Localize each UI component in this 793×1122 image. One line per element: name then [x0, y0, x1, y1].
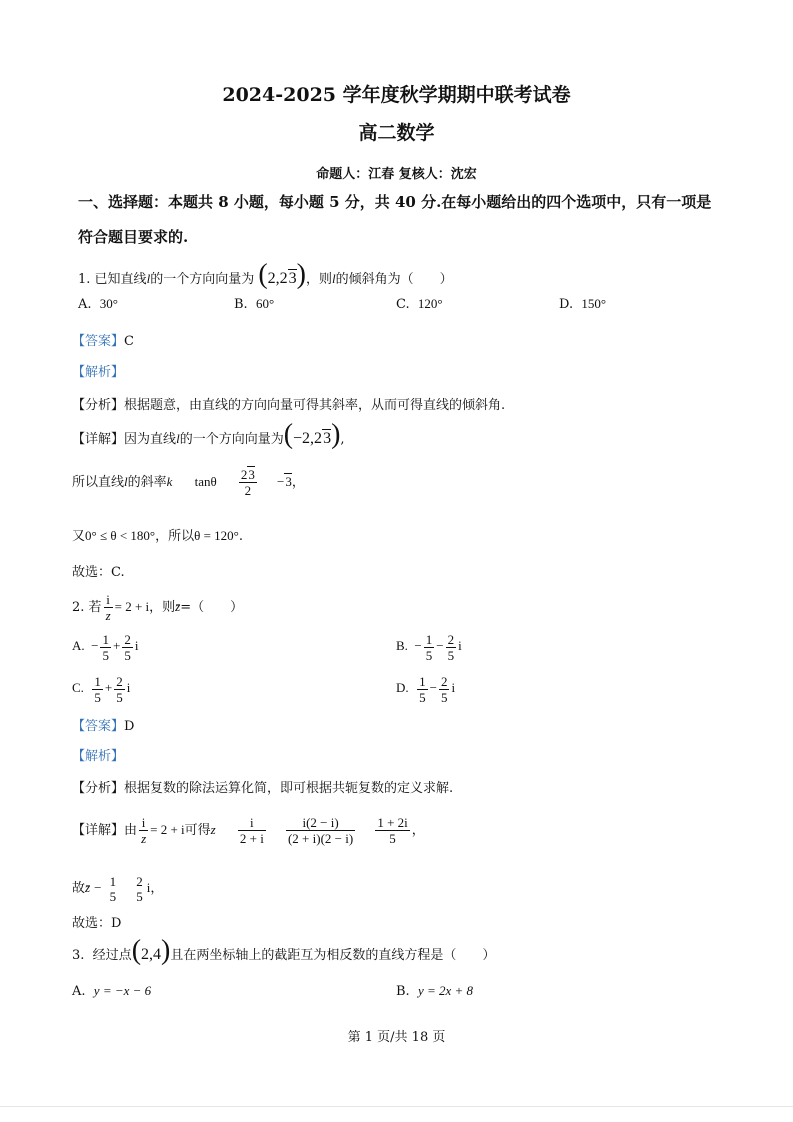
q2-option-d-d1: 5 — [419, 689, 426, 705]
q2-detail-frac0 — [139, 815, 148, 846]
q1-slope-result — [277, 474, 292, 489]
q2-detail-a: 由 — [124, 823, 138, 838]
q1-slope-b: 的斜率 — [127, 475, 167, 490]
q2-option-c-label: C. — [72, 680, 84, 695]
q2-option-d-i: i — [451, 680, 456, 695]
q2-option-a — [72, 630, 138, 663]
q2-result-frac2 — [134, 874, 145, 904]
q1-option-b — [234, 296, 274, 312]
q2-analysis-tag — [72, 745, 124, 764]
q2-option-a-frac2 — [122, 632, 133, 663]
q1-option-b-label: B. — [234, 297, 248, 312]
q1-fenxi-open: 【 — [72, 398, 86, 413]
q2-option-b-op: − — [436, 638, 444, 653]
q2-result-d2: 5 — [136, 888, 143, 904]
q2-option-c-op: + — [104, 680, 113, 695]
q3-number: 3. — [72, 948, 85, 963]
q2-detail-frac2-num: i(2 − i) — [286, 815, 355, 831]
q2-fenxi-text: 根据复数的除法运算化简，即可根据共轭复数的定义求解. — [124, 781, 454, 796]
q2-option-c-frac1 — [92, 674, 103, 705]
q1-slope-a: 所以直线 — [72, 475, 125, 490]
q2-number: 2. — [72, 600, 85, 615]
q2-option-c-i: i — [126, 680, 131, 695]
q1-option-a — [78, 296, 118, 312]
q2-detail-close: 】 — [111, 823, 125, 838]
q1-number: 1. — [78, 272, 91, 287]
q2-option-c — [72, 672, 130, 705]
q2-detail-frac3 — [375, 815, 409, 846]
q1-analysis-tag — [72, 361, 124, 380]
q2-option-b-label: B. — [396, 638, 408, 653]
q1-detail-close: 】 — [111, 432, 125, 447]
q2-option-a-n1: 1 — [102, 631, 109, 647]
q2-option-b-n2: 2 — [447, 631, 455, 647]
q1-tan — [195, 474, 217, 489]
q2-detail-frac2-den: (2 + i)(2 − i) — [287, 831, 354, 846]
q2-result-d1: 5 — [109, 888, 117, 904]
q3-stem — [72, 935, 496, 970]
q1-slope-minus: − — [276, 474, 285, 489]
q2-detail-frac2 — [286, 815, 355, 846]
section1-line1: 一、选择题：本题共 8 小题，每小题 5 分，共 40 分.在每小题给出的四个选项中，只有一项是 — [78, 193, 712, 211]
q2-analysis-word: 解析 — [85, 749, 112, 764]
q1-range-expr: 0° ≤ θ < 180° — [85, 528, 156, 543]
q1-detail-word: 详解 — [85, 432, 112, 447]
q1-vector: ( — [258, 259, 268, 290]
q1-option-b-value: 60° — [255, 296, 275, 311]
q1-detail-open: 【 — [72, 432, 86, 447]
q2-detail-z: z — [210, 822, 216, 837]
q3-option-a — [72, 983, 151, 999]
q1-fenxi-word: 分析 — [85, 398, 112, 413]
q2-text-b: ，则 — [149, 600, 176, 615]
q2-option-d-frac1 — [417, 674, 428, 705]
q1-choose: 故选：C. — [72, 565, 125, 580]
q2-option-d-frac2 — [439, 674, 450, 705]
q3-option-a-label: A. — [72, 984, 86, 999]
q3-option-b-value: y = 2x + 8 — [417, 983, 474, 998]
q2-fenxi — [72, 777, 453, 796]
q1-analysis-open: 【 — [72, 365, 86, 380]
q1-detail-vector — [293, 429, 331, 447]
q1-tan-word: tan — [194, 474, 211, 489]
q1-range-a: 又 — [72, 529, 86, 544]
q2-option-b-n1: 1 — [425, 631, 433, 647]
q2-result-minus: − — [94, 880, 102, 895]
q2-option-b-sign: − — [414, 638, 422, 653]
q1-answer-word: 答案 — [85, 334, 112, 349]
authors-line: 命题人：江春 复核人：沈宏 — [316, 167, 477, 182]
q2-detail-frac3-num: 1 + 2i — [377, 815, 408, 830]
q2-option-a-d2: 5 — [124, 647, 131, 663]
q2-option-c-d1: 5 — [94, 689, 101, 705]
q2-choose: 故选：D — [72, 916, 122, 931]
q2-answer-close: 】 — [111, 719, 125, 734]
q1-slope-fraction — [239, 467, 257, 498]
q1-option-c-label: C. — [396, 297, 410, 312]
page-bottom-divider — [0, 1106, 793, 1107]
q2-option-d-n2: 2 — [440, 673, 448, 689]
q2-option-c-frac2 — [114, 674, 125, 705]
q2-result-frac1 — [108, 874, 119, 904]
q1-option-a-label: A. — [78, 297, 92, 312]
q3-text-b: 且在两坐标轴上的截距互为相反数的直线方程是（ ） — [170, 948, 496, 963]
q2-option-d-label: D. — [396, 680, 409, 695]
exam-title: 2024-2025 学年度秋学期期中联考试卷 — [222, 84, 571, 106]
q1-detail-b: 的一个方向向量为 — [179, 432, 284, 447]
q2-option-a-frac1 — [100, 632, 111, 663]
q1-vector-close: ) — [296, 259, 306, 290]
q1-detail — [72, 419, 345, 454]
q2-result-end: ， — [150, 881, 164, 896]
subject-title: 高二数学 — [358, 122, 435, 144]
page-footer: 第 1 页/共 18 页 — [347, 1030, 446, 1045]
q2-option-b-frac1 — [424, 632, 435, 663]
q1-range-res: θ = 120° — [194, 528, 239, 543]
q2-option-d — [396, 672, 455, 705]
q2-stem-frac-den: z — [105, 608, 111, 623]
q2-detail-frac1-den: 2 + i — [239, 831, 264, 846]
q1-var-l: l — [146, 271, 151, 286]
q2-detail-open: 【 — [72, 823, 86, 838]
q2-stem-eq: = 2 + i — [114, 599, 150, 614]
q2-option-a-i: i — [134, 638, 139, 653]
q2-answer-open: 【 — [72, 719, 86, 734]
q1-slope-frac-sqrt3: 3 — [248, 467, 255, 482]
q1-slope-line — [72, 462, 305, 503]
q3-point-open: ( — [131, 935, 142, 966]
q1-text-a: 已知直线 — [94, 272, 147, 287]
q1-detail-end: , — [340, 432, 345, 447]
q1-slope-sqrt3: 3 — [285, 474, 292, 489]
q1-slope-l: l — [124, 474, 128, 489]
q1-slope-end: ， — [291, 475, 305, 490]
q1-slope-k: k — [166, 474, 173, 489]
q1-detail-sqrt3: 3 — [323, 430, 332, 447]
q2-option-a-d1: 5 — [102, 647, 109, 663]
q1-detail-l: l — [176, 431, 180, 446]
q1-sqrt3: 3 — [288, 270, 297, 287]
q1-tan-theta: θ — [210, 474, 217, 489]
q1-range-end: . — [238, 529, 244, 544]
q1-text-c: ，则 — [306, 272, 333, 287]
q2-option-c-n2: 2 — [116, 673, 123, 689]
q2-answer — [72, 715, 134, 734]
q2-stem — [72, 591, 243, 624]
q1-range-line — [72, 525, 243, 544]
q2-option-b — [396, 630, 462, 663]
q2-stem-frac-num: i — [104, 592, 113, 608]
q2-detail — [72, 810, 425, 851]
q2-detail-frac1-num: i — [238, 815, 266, 831]
q1-analysis-close: 】 — [111, 365, 125, 380]
q2-option-d-op: − — [429, 680, 437, 695]
q1-fenxi-text: 根据题意，由直线的方向向量可得其斜率，从而可得直线的倾斜角. — [124, 398, 506, 413]
q1-detail-a: 因为直线 — [124, 432, 177, 447]
q2-option-c-n1: 1 — [94, 673, 101, 689]
q2-detail-frac0-den: z — [141, 831, 147, 846]
q3-option-b — [396, 983, 473, 999]
q1-option-c — [396, 296, 443, 312]
q2-fenxi-word: 分析 — [85, 781, 112, 796]
q1-option-d — [559, 296, 606, 312]
q2-text-c: =（ ） — [180, 600, 244, 615]
q2-result-n1: 1 — [109, 873, 117, 889]
q1-text-d: 的倾斜角为（ ） — [335, 272, 453, 287]
q1-text-b: 的一个方向向量为 — [150, 272, 255, 287]
q1-detail-paren-close: ) — [331, 419, 341, 450]
q2-option-b-d2: 5 — [447, 647, 455, 663]
q2-result-a: 故 — [72, 881, 86, 896]
q2-option-a-sign: − — [91, 638, 99, 653]
q1-vector-values: 2,2 — [267, 270, 288, 287]
q2-detail-word: 详解 — [85, 823, 112, 838]
q2-detail-frac1 — [238, 815, 266, 846]
q2-option-b-frac2 — [446, 632, 457, 663]
q1-slope-frac-num — [239, 467, 257, 483]
q3-text-a: 经过点 — [92, 948, 132, 963]
q2-option-b-i: i — [458, 638, 462, 653]
q1-stem — [78, 259, 453, 294]
q2-fenxi-close: 】 — [111, 781, 125, 796]
q2-detail-end: ， — [411, 823, 425, 838]
q2-fenxi-open: 【 — [72, 781, 86, 796]
q1-slope-frac-num-coef: 2 — [240, 467, 248, 482]
q1-analysis-word: 解析 — [85, 365, 112, 380]
q2-option-a-op: + — [112, 638, 121, 653]
q1-slope-frac-den: 2 — [244, 483, 252, 498]
q2-detail-b: 可得 — [184, 823, 211, 838]
q2-text-a: 若 — [88, 600, 102, 615]
q1-detail-paren-open: ( — [283, 419, 294, 450]
q2-option-b-d1: 5 — [425, 647, 433, 663]
q2-option-a-n2: 2 — [124, 631, 131, 647]
q2-result-i: i — [146, 880, 151, 895]
q2-option-c-d2: 5 — [116, 689, 123, 705]
q2-result-n2: 2 — [136, 873, 143, 889]
q1-var-l2: l — [332, 271, 336, 286]
q2-answer-value: D — [124, 719, 135, 734]
q1-vector-body — [268, 269, 297, 287]
q1-answer — [72, 330, 134, 349]
q1-answer-open: 【 — [72, 334, 86, 349]
q1-range-b: ，所以 — [155, 529, 195, 544]
q1-option-c-value: 120° — [417, 296, 443, 311]
q1-option-d-label: D. — [559, 297, 574, 312]
q1-fenxi-close: 】 — [111, 398, 125, 413]
q3-point-close: ) — [161, 935, 171, 966]
q2-result-z: z̄ — [85, 880, 91, 895]
q2-stem-fraction — [104, 592, 113, 623]
q2-analysis-open: 【 — [72, 749, 86, 764]
q1-detail-vec-values: −2,2 — [293, 430, 323, 447]
section1-line2: 符合题目要求的. — [78, 228, 189, 246]
q1-option-a-value: 30° — [99, 296, 118, 311]
q2-option-d-n1: 1 — [419, 673, 426, 689]
q1-option-d-value: 150° — [581, 296, 607, 311]
q2-detail-frac0-num: i — [139, 815, 148, 831]
q3-option-a-value: y = −x − 6 — [93, 983, 152, 998]
q2-zbar: z̄ — [175, 599, 181, 614]
q3-option-b-label: B. — [396, 984, 410, 999]
q3-point: 2,4 — [141, 946, 162, 963]
q2-result-line — [72, 868, 163, 909]
q1-fenxi — [72, 394, 505, 413]
q2-option-d-d2: 5 — [440, 689, 448, 705]
q2-detail-eq: = 2 + i — [150, 822, 185, 837]
q2-detail-frac3-den: 5 — [389, 831, 396, 846]
q2-analysis-close: 】 — [111, 749, 125, 764]
q2-option-a-label: A. — [72, 638, 85, 653]
q1-answer-close: 】 — [111, 334, 125, 349]
q1-answer-value: C — [124, 334, 134, 349]
q2-answer-word: 答案 — [85, 719, 112, 734]
